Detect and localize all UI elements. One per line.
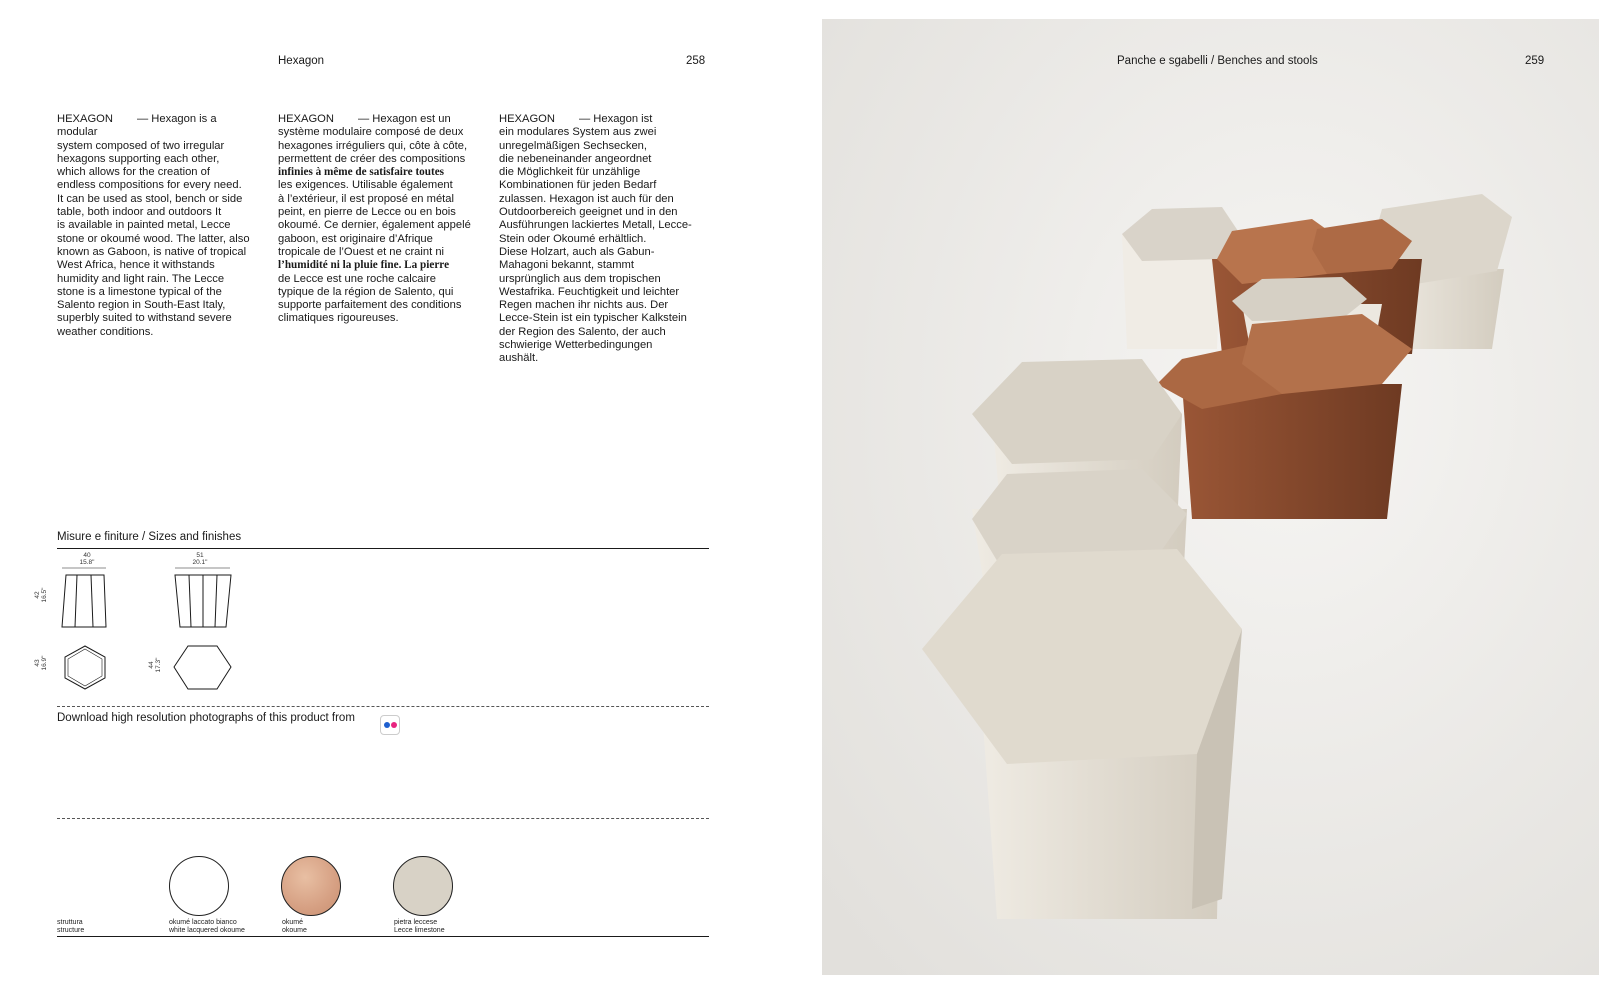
english-line: which allows for the creation of (57, 166, 210, 179)
german-line: ein modulares System aus zwei (499, 126, 657, 139)
german-line: die nebeneinander angeordnet (499, 152, 652, 165)
dashed-rule (57, 706, 709, 707)
french-line: tropicale de l’Ouest et ne craint ni (278, 245, 445, 258)
german-line: der Region des Salento, der auch (499, 325, 666, 338)
german-line: Lecce-Stein ist ein typischer Kalkstein (499, 312, 687, 325)
english-line: stone or okoumé wood. The latter, also (57, 232, 250, 245)
structure-label-it: struttura (57, 919, 83, 926)
bottom-rule (57, 936, 709, 937)
german-line: Stein oder Okoumé erhältlich. (499, 232, 647, 245)
right-page-number: 259 (1525, 55, 1545, 67)
dashed-rule (57, 818, 709, 819)
small-width-dimension (67, 552, 107, 566)
large-depth-in: 17.3" (155, 657, 162, 673)
german-line: die Möglichkeit für unzählige (499, 166, 641, 179)
french-line: à l’extérieur, il est proposé en métal (278, 192, 454, 205)
german-line: Diese Holzart, auch als Gabun- (499, 245, 655, 258)
finish-swatch-limestone[interactable] (393, 856, 453, 916)
product-photo (822, 19, 1599, 975)
technical-drawings (55, 565, 245, 695)
french-line: gaboon, est originaire d’Afrique (278, 232, 433, 245)
small-stool-elevation (62, 575, 106, 627)
french-line: système modulaire composé de deux (278, 126, 464, 139)
large-stool-plan (174, 646, 231, 689)
small-width-in: 15.8" (79, 559, 95, 566)
german-line: Ausführungen lackiertes Metall, Lecce- (499, 219, 692, 232)
english-line: hexagons supporting each other, (57, 152, 220, 165)
finish-label-line: pietra leccese (394, 919, 438, 926)
english-line: — Hexagon is a modular (57, 113, 217, 139)
hexagon-stools-illustration (822, 19, 1599, 975)
small-width-cm: 40 (83, 552, 91, 559)
french-line: infinies à même de satisfaire toutes (278, 166, 445, 179)
structure-label-en: structure (57, 927, 85, 934)
french-line: l’humidité ni la pluie fine. La pierre (278, 259, 450, 272)
large-width-cm: 51 (196, 552, 204, 559)
finish-label-line: Lecce limestone (394, 927, 445, 934)
german-line: unregelmäßigen Sechsecken, (499, 139, 648, 152)
french-line: permettent de créer des compositions (278, 152, 466, 165)
english-line: superbly suited to withstand severe (57, 312, 232, 325)
small-depth-dimension (34, 645, 48, 681)
french-line: de Lecce est une roche calcaire (278, 272, 436, 285)
description-german (499, 113, 704, 366)
finish-label-line: okumé laccato bianco (169, 919, 237, 926)
english-line: stone is a limestone typical of the (57, 285, 222, 298)
german-line: Mahagoni bekannt, stammt (499, 259, 634, 272)
finish-label-line: okoume (282, 927, 307, 934)
finish-label-line: okumé (282, 919, 304, 926)
french-line: les exigences. Utilisable également (278, 179, 453, 192)
small-height-in: 16.5" (41, 587, 48, 603)
german-line: Regen machen ihr nichts aus. Der (499, 299, 669, 312)
sizes-title: Misure e finiture / Sizes and finishes (57, 531, 242, 543)
german-line: schwierige Wetterbedingungen (499, 339, 653, 352)
german-line: — Hexagon ist (579, 113, 653, 125)
english-label: HEXAGON (57, 113, 113, 125)
right-page-header: Panche e sgabelli / Benches and stools (1117, 55, 1318, 67)
english-line: is available in painted metal, Lecce (57, 219, 231, 232)
flickr-blue-dot (384, 722, 390, 728)
english-line: It can be used as stool, bench or side (57, 192, 243, 205)
small-height-cm: 42 (34, 591, 41, 599)
description-english (57, 113, 257, 339)
english-line: humidity and light rain. The Lecce (57, 272, 225, 285)
large-depth-cm: 44 (148, 661, 155, 669)
french-line: supporte parfaitement des conditions (278, 299, 462, 312)
large-width-in: 20.1" (192, 559, 208, 566)
flickr-pink-dot (391, 722, 397, 728)
english-line: weather conditions. (57, 325, 154, 338)
finish-label-okoume (282, 919, 307, 935)
section-rule (57, 548, 709, 549)
french-line: typique de la région de Salento, qui (278, 285, 454, 298)
small-height-dimension (34, 577, 48, 613)
german-label: HEXAGON (499, 113, 555, 125)
german-line: ursprünglich aus dem tropischen (499, 272, 661, 285)
description-french (278, 113, 478, 326)
english-line: system composed of two irregular (57, 139, 225, 152)
english-line: known as Gaboon, is native of tropical (57, 245, 247, 258)
finish-swatch-okoume[interactable] (281, 856, 341, 916)
german-line: Kombinationen für jeden Bedarf (499, 179, 657, 192)
download-text: Download high resolution photographs of this product from (57, 712, 355, 724)
german-line: aushält. (499, 352, 539, 365)
french-line: hexagones irréguliers qui, côte à côte, (278, 139, 468, 152)
small-stool-plan (65, 646, 105, 689)
french-label: HEXAGON (278, 113, 334, 125)
left-page-number: 258 (686, 55, 706, 67)
small-depth-in: 16.9" (41, 655, 48, 671)
small-depth-cm: 43 (34, 659, 41, 667)
german-line: Westafrika. Feuchtigkeit und leichter (499, 285, 680, 298)
french-line: peint, en pierre de Lecce ou en bois (278, 206, 456, 219)
english-line: table, both indoor and outdoors It (57, 206, 222, 219)
french-line: — Hexagon est un (358, 113, 451, 125)
structure-label (57, 919, 84, 935)
finish-swatch-white[interactable] (169, 856, 229, 916)
large-width-dimension (180, 552, 220, 566)
french-line: climatiques rigoureuses. (278, 312, 399, 325)
flickr-icon[interactable] (380, 715, 400, 735)
finish-label-limestone (394, 919, 445, 935)
left-page-header: Hexagon (278, 55, 325, 67)
finish-label-white (169, 919, 245, 935)
english-line: West Africa, hence it withstands (57, 259, 215, 272)
german-line: zulassen. Hexagon ist auch für den (499, 192, 674, 205)
german-line: Outdoorbereich geeignet und in den (499, 206, 678, 219)
english-line: Salento region in South-East Italy, (57, 299, 226, 312)
english-line: endless compositions for every need. (57, 179, 242, 192)
finish-label-line: white lacquered okoume (169, 927, 245, 934)
french-line: okoumé. Ce dernier, également appelé (278, 219, 471, 232)
